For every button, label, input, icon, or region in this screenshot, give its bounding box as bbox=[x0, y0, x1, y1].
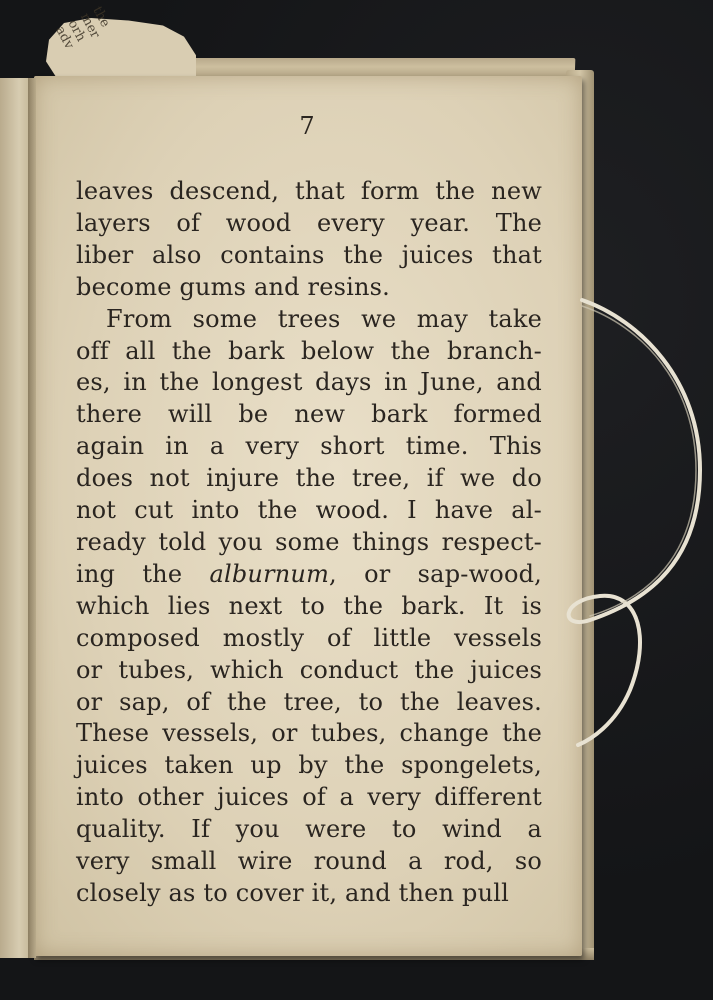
text-line: closely as to cover it, and then pull bbox=[76, 878, 509, 907]
text-line: These vessels, or tubes, change the bbox=[76, 719, 542, 748]
text-line: does not injure the tree, if we do bbox=[76, 464, 542, 493]
text-fragment: ing the bbox=[76, 559, 210, 588]
text-line: liber also contains the juices that bbox=[76, 240, 542, 269]
text-line: into other juices of a very different bbox=[76, 783, 542, 812]
book-gutter bbox=[28, 78, 36, 958]
text-line: not cut into the wood. I have al- bbox=[76, 496, 542, 525]
text-line: leaves descend, that form the new bbox=[76, 177, 542, 205]
text-line: juices taken up by the spongelets, bbox=[76, 751, 542, 780]
text-line: again in a very short time. This bbox=[76, 432, 542, 461]
text-line: composed mostly of little vessels bbox=[76, 623, 542, 652]
text-line: off all the bark below the branch- bbox=[76, 336, 542, 365]
text-line: From some trees we may take bbox=[106, 304, 542, 333]
page-number: 7 bbox=[299, 112, 315, 140]
italic-term: alburnum bbox=[209, 559, 330, 588]
text-line: ready told you some things respect- bbox=[76, 527, 542, 556]
text-line: very small wire round a rod, so bbox=[76, 847, 542, 876]
page-body-text bbox=[76, 176, 542, 910]
text-line-with-italic bbox=[76, 559, 542, 591]
text-line: which lies next to the bark. It is bbox=[76, 591, 542, 620]
scrap-text: the mer orh adv bbox=[52, 4, 113, 52]
text-line: or sap, of the tree, to the leaves. bbox=[76, 687, 542, 716]
text-fragment: , or sap-wood, bbox=[329, 559, 542, 588]
text-line: layers of wood every year. The bbox=[76, 208, 542, 237]
text-line: become gums and resins. bbox=[76, 272, 390, 301]
text-line: or tubes, which conduct the juices bbox=[76, 655, 542, 684]
text-line: quality. If you were to wind a bbox=[76, 815, 542, 844]
text-line: es, in the longest days in June, and bbox=[76, 368, 542, 397]
text-line: there will be new bark formed bbox=[76, 400, 542, 429]
